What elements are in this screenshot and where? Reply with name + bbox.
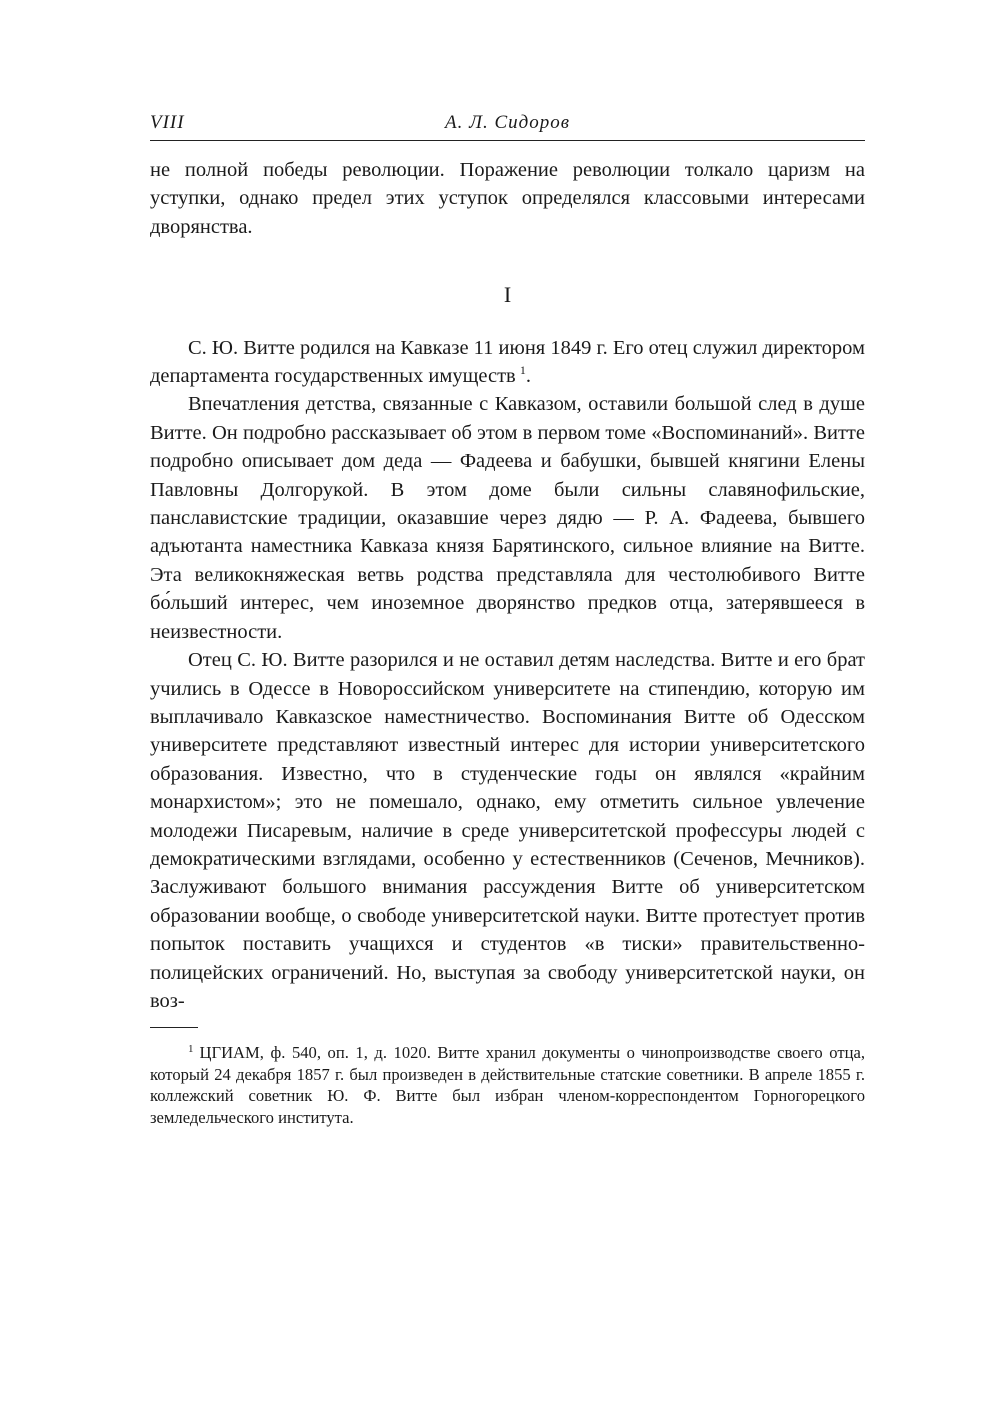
paragraph-2: Впечатления детства, связанные с Кавказом, оставили большой след в душе Витте. Он подробно рассказывает об этом в первом томе «Воспоминаний». Витте подробно описывает дом деда — Фадеева и бабушки, бывшей княгини Елены Павловны Долгорукой. В этом доме были сильны славянофильские, панславистские традиции, оказавшие через дядю — Р. А. Фадеева, бывшего адъютанта наместника Кавказа князя Барятинского, сильное влияние на Витте. Эта великокняжеская ветвь родства представляла для честолюбивого Витте бо́льший интерес, чем иноземное дворянство предков отца, затерявшееся в неизвестности. — [150, 393, 865, 643]
section-number: I — [503, 282, 512, 308]
footnote-text: ЦГИАМ, ф. 540, оп. 1, д. 1020. Витте хранил документы о чинопроизводстве своего отца, который 24 декабря 1857 г. был произведен в действительные статские советники. В апреле 1855 г. коллежский советник Ю. Ф. Витте был избран членом-корреспондентом Горногорецкого земледельческого института. — [150, 1043, 865, 1127]
paragraph-3: Отец С. Ю. Витте разорился и не оставил детям наследства. Витте и его брат учились в Одессе в Новороссийском университете на стипендию, которую им выплачивало Кавказское наместничество. Воспоминания Витте об Одесском университете представляют известный интерес для истории университетского образования. Известно, что в студенческие годы он являлся «крайним монархистом»; это не помешало, однако, ему отметить сильное увлечение молодежи Писаревым, наличие в среде университетской профессуры людей с демократическими взглядами, особенно у естественников (Сеченов, Мечников). Заслуживают большого внимания рассуждения Витте об университетском образовании вообще, о свободе университетской науки. Витте протестует против попыток поставить учащихся и студентов «в тиски» правительственно-полицейских ограничений. Но, выступая за свободу университетской науки, он воз- — [150, 649, 865, 1012]
paragraph-1-text: С. Ю. Витте родился на Кавказе 11 июня 1849 г. Его отец служил директором департамента государственных имуществ — [150, 336, 866, 388]
footnote-mark: 1 — [188, 1042, 194, 1055]
running-head — [150, 110, 865, 140]
running-head-author: А. Л. Сидоров — [444, 112, 570, 133]
paragraph-1-end: . — [525, 365, 531, 388]
footnote-rule — [150, 1027, 198, 1028]
book-page — [150, 110, 865, 1128]
footnote — [150, 1042, 865, 1128]
main-text — [150, 156, 865, 1015]
header-rule — [150, 140, 865, 141]
continued-paragraph: не полной победы революции. Поражение революции толкало царизм на уступки, однако предел этих уступок определялся классовыми интересами дворянства. — [150, 159, 865, 238]
paragraph-1 — [150, 334, 865, 391]
page-number: VIII — [150, 112, 185, 133]
footnote-reference[interactable]: 1 — [519, 363, 526, 378]
